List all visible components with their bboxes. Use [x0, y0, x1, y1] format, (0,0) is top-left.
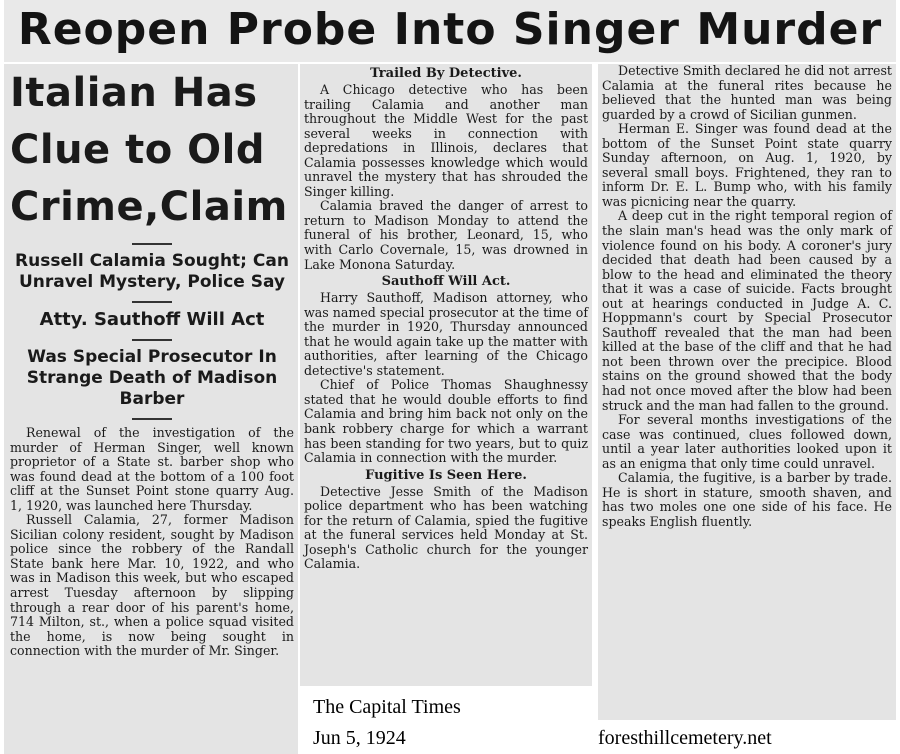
divider — [132, 243, 172, 245]
subhead: Fugitive Is Seen Here. — [365, 467, 527, 483]
deck-2: Atty. Sauthoff Will Act — [39, 309, 265, 330]
subhead: Trailed By Detective. — [370, 66, 522, 81]
article-paragraph: Herman E. Singer was found dead at the bottom of the Sunset Point state quarry Sunday afternoon, on Aug. 1, 1920, by several small boys. Frightened, they ran to inform Dr. E. L. Bump who, with his family was picnicing near the quarry. — [602, 121, 892, 209]
article-paragraph: A Chicago detective who has been trailing Calamia and another man throughout the Middle West for the past several weeks in connection with depredations in Illinois, declares that Calamia possesses knowledge which would unravel the mystery that has shrouded the Singer killing. — [304, 82, 588, 199]
column-1 — [4, 64, 298, 754]
article-paragraph: Harry Sauthoff, Madison attorney, who was named special prosecutor at the time of the murder in 1920, Thursday announced that he would again take up the matter with authorities, after learning of the Chicago detective's statement. — [304, 290, 588, 378]
source-site: foresthillcemetery.net — [598, 727, 772, 749]
article-paragraph: Chief of Police Thomas Shaughnessy stated that he would double efforts to find Calamia and bring him back not only on the bank robbery charge for which a warrant has been standing for two years, but to quiz Calamia in connection with the murder. — [304, 377, 588, 466]
article-paragraph: For several months investigations of the case was continued, clues followed down, until a year later authorities looked upon it as an enigma that only time could unravel. — [602, 412, 892, 471]
divider — [132, 418, 172, 420]
article-paragraph: A deep cut in the right temporal region of the slain man's head was the only mark of violence found on his body. A coroner's jury decided that death had been caused by a blow to the head and eliminated the theory that it was a case of suicide. Facts brought out at hearings conducted in Judge A. C. Hoppmann's court by Special Prosecutor Sauthoff revealed that the man had been killed at the base of the cliff and that he had not been thrown over the precipice. Blood stains on the ground showed that the body had not once moved after the blow had been struck and the man had fallen to the ground. — [602, 208, 892, 413]
article-paragraph: Renewal of the investigation of the murder of Herman Singer, well known proprietor of a State st. barber shop who was found dead at the bottom of a 100 foot cliff at the Sunset Point stone quarry Aug. 1, 1920, was launched here Thursday. — [10, 425, 294, 513]
divider — [132, 301, 172, 303]
column-3 — [598, 64, 896, 720]
main-headline-line-1: Italian Has — [10, 70, 258, 116]
article-paragraph: Detective Jesse Smith of the Madison police department who has been watching for the return of Calamia, spied the fugitive at the funeral services held Monday at St. Joseph's Catholic church for the younger Calamia. — [304, 483, 588, 572]
main-headline-line-2: Clue to Old — [10, 127, 265, 173]
column-2 — [300, 64, 592, 686]
article-paragraph: Calamia, the fugitive, is a barber by trade. He is short in stature, smooth shaven, and has two moles one one side of his face. He speaks English fluently. — [602, 470, 892, 529]
main-headline-line-3: Crime,Claim — [10, 184, 288, 230]
article-paragraph: Russell Calamia, 27, former Madison Sicilian colony resident, sought by Madison police since the robbery of the Randall State bank here Mar. 10, 1922, and who was in Madison this week, but who escaped arrest Tuesday afternoon by slipping through a rear door of his parent's home, 714 Milton, st., when a police squad visited the home, is now being sought in connection with the murder of Mr. Singer. — [10, 512, 294, 659]
deck-3: Was Special Prosecutor In Strange Death of Madison Barber — [26, 347, 278, 409]
article-paragraph: Calamia braved the danger of arrest to return to Madison Monday to attend the funeral of his brother, Leonard, 15, who with Carlo Covernale, 15, was drowned in Lake Monona Saturday. — [304, 198, 588, 272]
subhead: Sauthoff Will Act. — [381, 274, 511, 290]
divider — [132, 339, 172, 341]
article-paragraph: Detective Smith declared he did not arrest Calamia at the funeral rites because he believed that the hunted man was being guarded by a crowd of Sicilian gunmen. — [602, 64, 892, 122]
headline: Reopen Probe Into Singer Murder — [4, 0, 896, 62]
publication-name: The Capital Times — [313, 696, 461, 718]
publication-date: Jun 5, 1924 — [313, 727, 406, 749]
deck-1: Russell Calamia Sought; Can Unravel Mystery, Police Say — [15, 251, 289, 292]
